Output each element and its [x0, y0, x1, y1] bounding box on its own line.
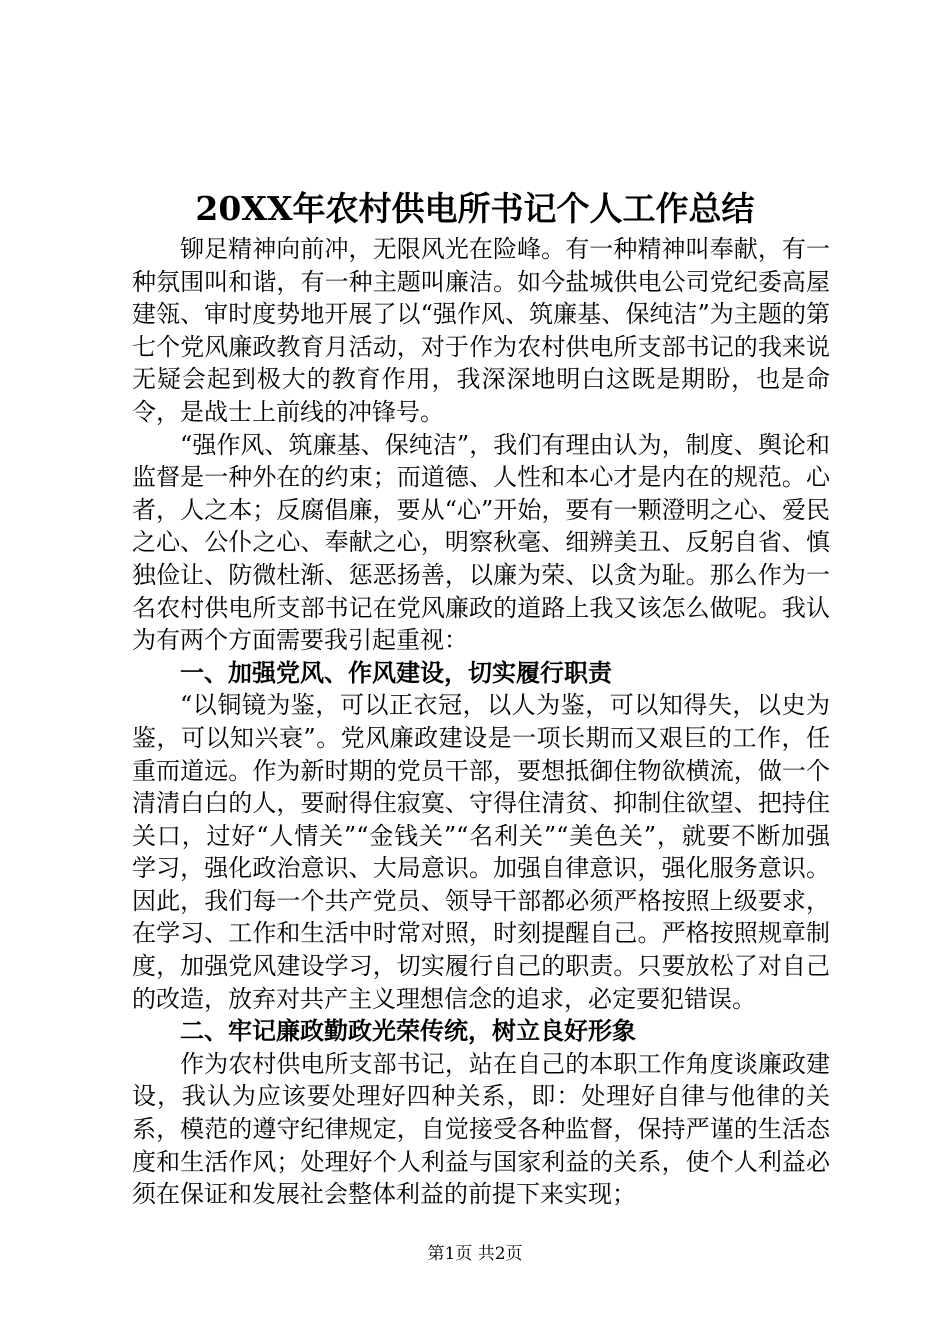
document-title: 20XX年农村供电所书记个人工作总结 — [195, 189, 755, 228]
paragraph-intro: 铆足精神向前冲，无限风光在险峰。有一种精神叫奉献，有一种氛围叫和谐，有一种主题叫廉洁。如今盐城供电公司党纪委高屋建瓴、审时度势地开展了以“强作风、筑廉基、保纯洁”为主题的第七个党风廉政教育月活动，对于作为农村供电所支部书记的我来说无疑会起到极大的教育作用，我深深地明白这既是期盼，也是命令，是战士上前线的冲锋号。 — [132, 235, 830, 426]
document-body — [132, 233, 830, 1211]
paragraph-discussion: “强作风、筑廉基、保纯洁”，我们有理由认为，制度、舆论和监督是一种外在的约束；而道德、人性和本心才是内在的规范。心者，人之本；反腐倡廉，要从“心”开始，要有一颗澄明之心、爱民之心、公仆之心、奉献之心，明察秋毫、细辨美丑、反躬自省、慎独俭让、防微杜渐、惩恶扬善，以廉为荣、以贪为耻。那么作为一名农村供电所支部书记在党风廉政的道路上我又该怎么做呢。我认为有两个方面需要我引起重视： — [132, 430, 830, 655]
section-paragraph-2: 作为农村供电所支部书记，站在自己的本职工作角度谈廉政建设，我认为应该要处理好四种关系，即：处理好自律与他律的关系，模范的遵守纪律规定，自觉接受各种监督，保持严谨的生活态度和生活作风；处理好个人利益与国家利益的关系，使个人利益必须在保证和发展社会整体利益的前提下来实现； — [132, 1049, 830, 1209]
section-heading-2: 二、牢记廉政勤政光荣传统，树立良好形象 — [180, 1016, 636, 1046]
section-heading-1: 一、加强党风、作风建设，切实履行职责 — [180, 657, 612, 687]
page-footer: 第1页 共2页 — [427, 1244, 523, 1264]
section-paragraph-1: “以铜镜为鉴，可以正衣冠，以人为鉴，可以知得失，以史为鉴，可以知兴衰”。党风廉政建设是一项长期而又艰巨的工作，任重而道远。作为新时期的党员干部，要想抵御住物欲横流，做一个清清白白的人，要耐得住寂寞、守得住清贫、抑制住欲望、把持住关口，过好“人情关”“金钱关”“名利关”“美色关”，就要不断加强学习，强化政治意识、大局意识。加强自律意识，强化服务意识。因此，我们每一个共产党员、领导干部都必须严格按照上级要求，在学习、工作和生活中时常对照，时刻提醒自己。严格按照规章制度，加强党风建设学习，切实履行自己的职责。只要放松了对自己的改造，放弃对共产主义理想信念的追求，必定要犯错误。 — [132, 691, 830, 1013]
